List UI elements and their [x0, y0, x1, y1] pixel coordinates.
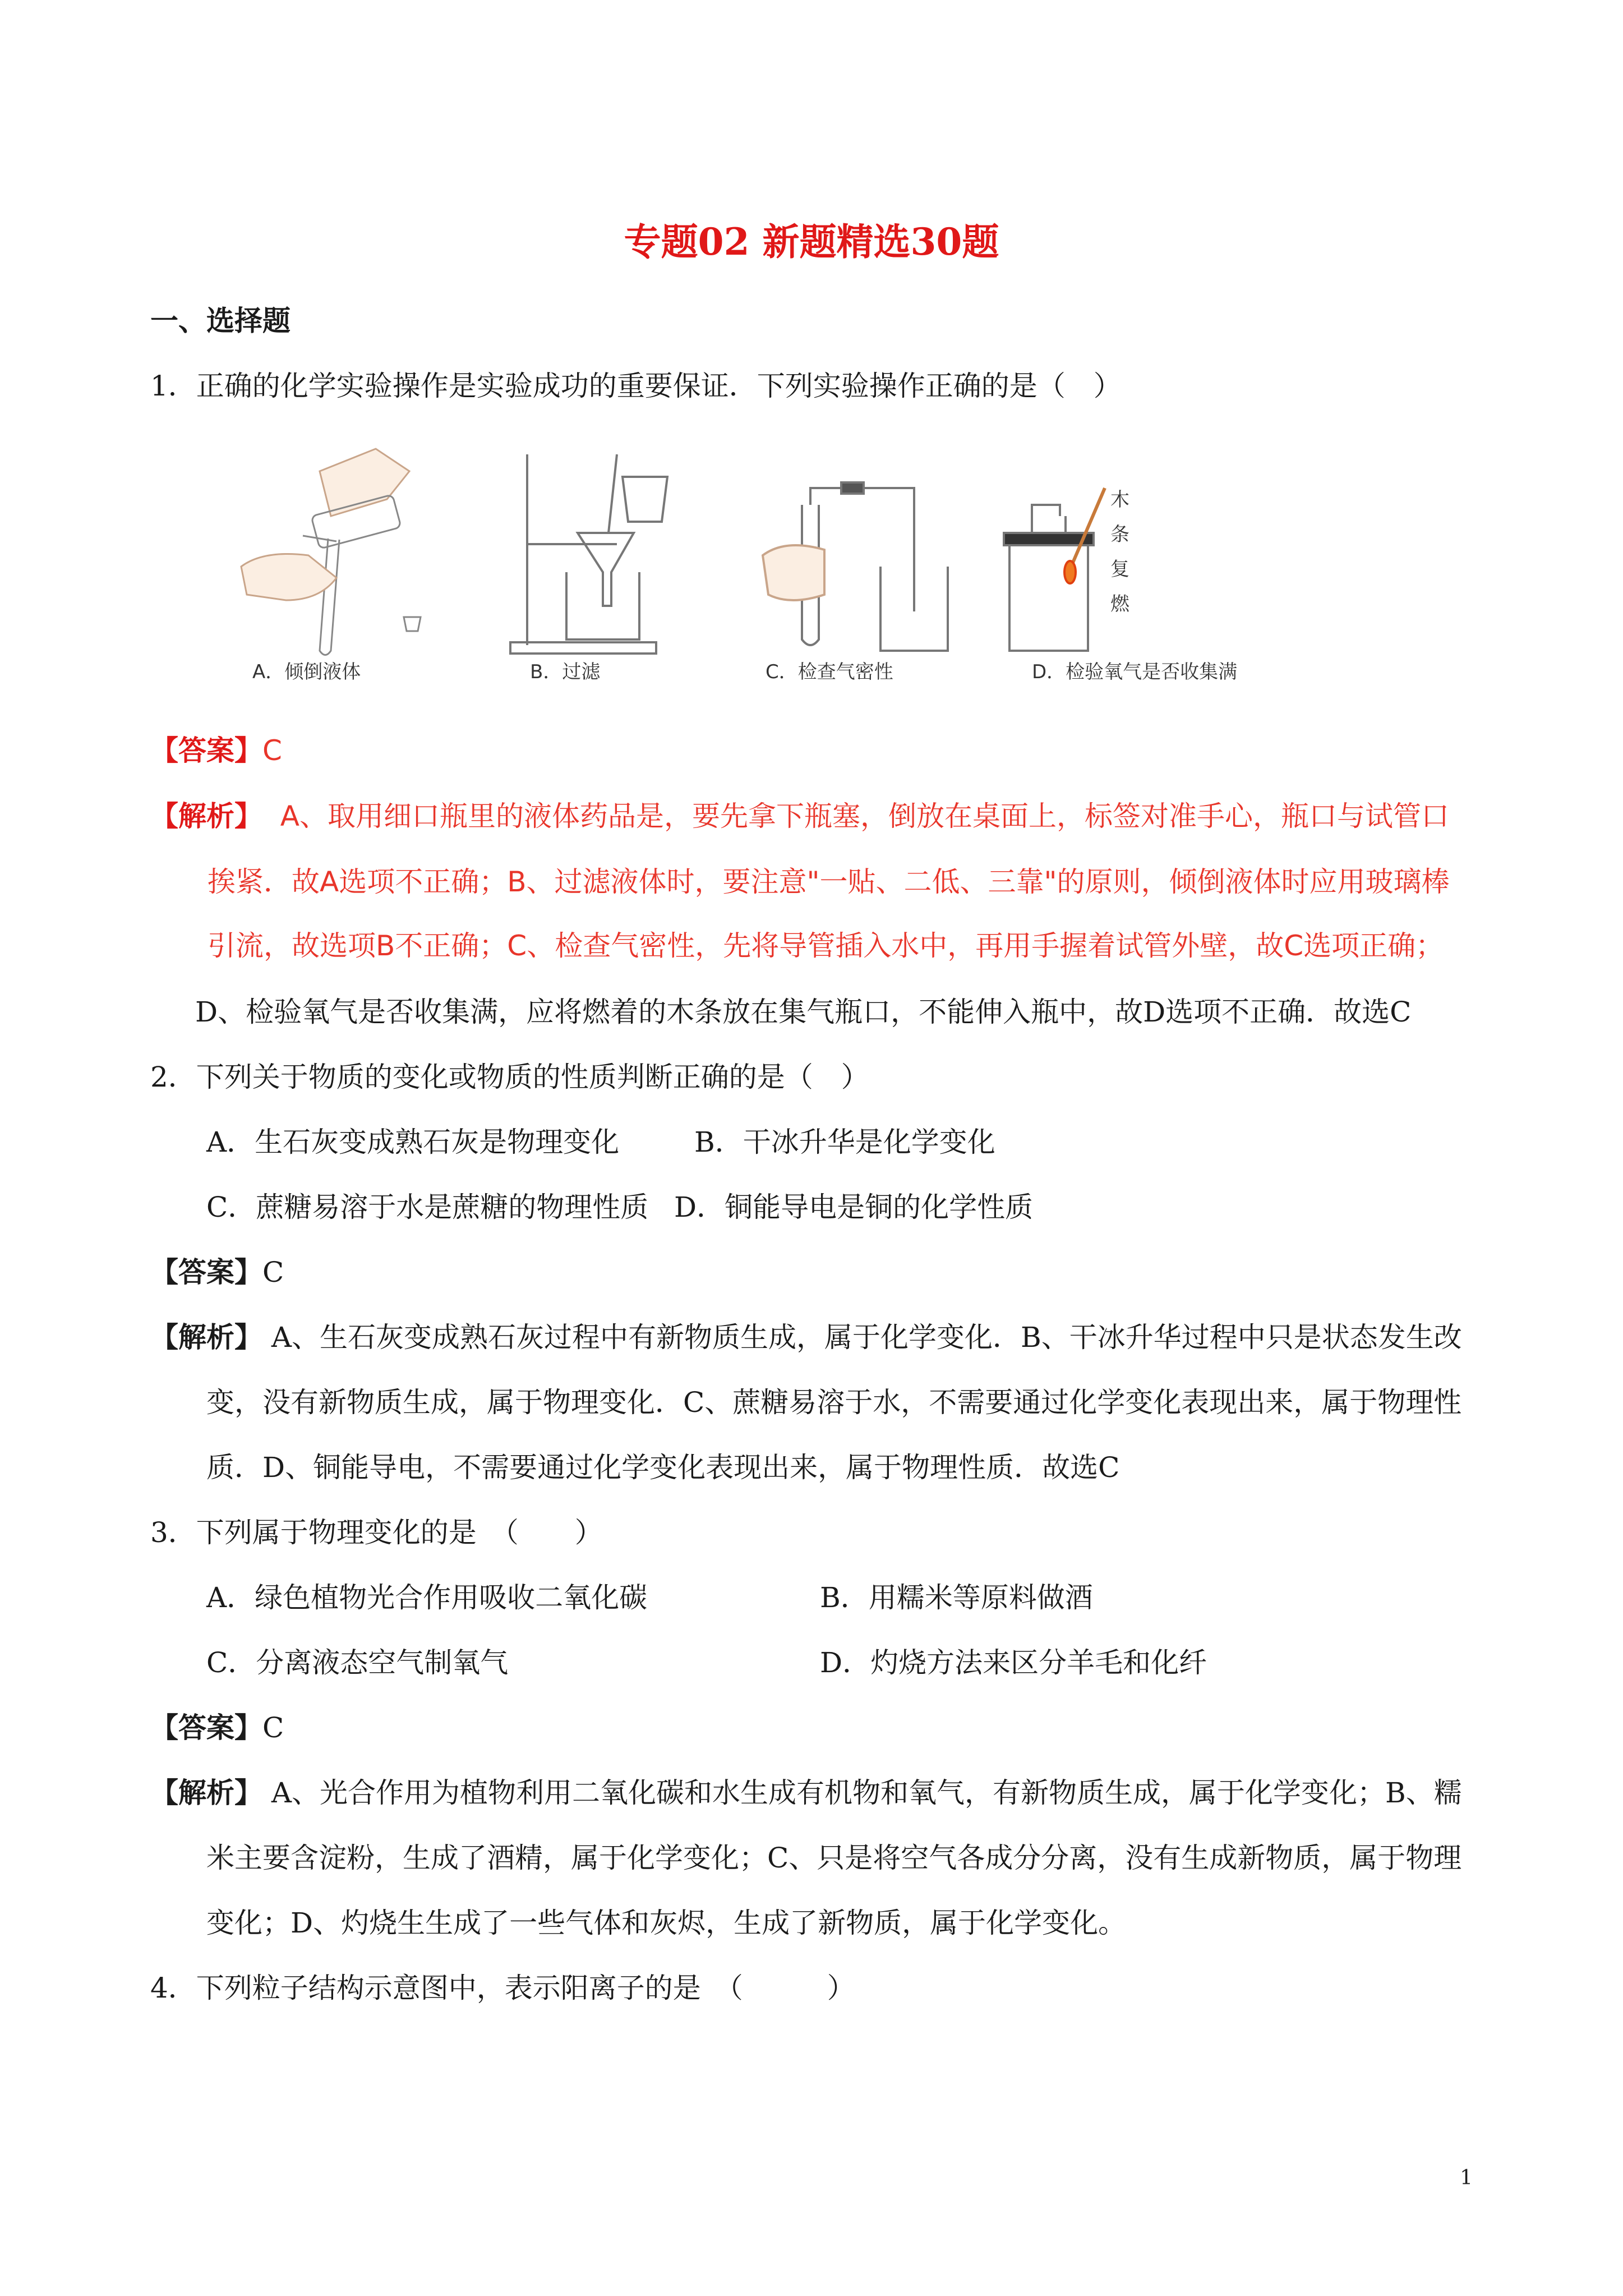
q2-option-c: C．蔗糖易溶于水是蔗糖的物理性质: [206, 1191, 649, 1223]
page-title: 专题02 新题精选30题: [624, 220, 999, 264]
analysis-text: A、光合作用为植物利用二氧化碳和水生成有机物和氧气，有新物质生成，属于化学变化；B、糯: [271, 1777, 1462, 1809]
q3-analysis-line-3: 变化；D、灼烧生生成了一些气体和灰烬，生成了新物质，属于化学变化。: [206, 1907, 1127, 1939]
q3-option-c: C．分离液态空气制氧气: [206, 1646, 509, 1679]
q1-analysis-line-2: 挨紧．故A选项不正确；B、过滤液体时，要注意"一贴、二低、三靠"的原则，倾倒液体时应用玻璃棒: [208, 866, 1450, 898]
answer-tag: 【答案】: [150, 1711, 262, 1744]
figure-label-char: 木: [1110, 489, 1129, 511]
q2-answer: [150, 1250, 284, 1290]
figure-label-char: 复: [1110, 558, 1129, 581]
section-heading: 一、选择题: [150, 304, 291, 337]
q2-analysis-line-3: 质．D、铜能导电，不需要通过化学变化表现出来，属于物理性质．故选C: [206, 1451, 1120, 1484]
q2-option-b: B．干冰升华是化学变化: [694, 1126, 995, 1158]
analysis-text: A、取用细口瓶里的液体药品是，要先拿下瓶塞，倒放在桌面上，标签对准手心，瓶口与试管口: [280, 800, 1449, 832]
q3-analysis-line-2: 米主要含淀粉，生成了酒精，属于化学变化；C、只是将空气各成分分离，没有生成新物质，属于物理: [206, 1842, 1462, 1874]
q2-option-a: A．生石灰变成熟石灰是物理变化: [206, 1126, 620, 1158]
analysis-text: A、生石灰变成熟石灰过程中有新物质生成，属于化学变化．B、干冰升华过程中只是状态发生改: [271, 1321, 1462, 1354]
answer-tag: 【答案】: [150, 1255, 262, 1289]
figure-label-wood-stick: [1110, 482, 1144, 622]
figure-filtration: [505, 438, 684, 662]
answer-value: C: [262, 1256, 284, 1289]
q1-answer: [150, 728, 282, 769]
question-3-stem: 3．下列属于物理变化的是 （ ）: [150, 1516, 603, 1549]
question-1-stem: 1．正确的化学实验操作是实验成功的重要保证．下列实验操作正确的是（ ）: [150, 370, 1122, 402]
figure-pouring-liquid: [219, 438, 465, 662]
caption-a: A．倾倒液体: [252, 661, 361, 683]
q2-option-d: D．铜能导电是铜的化学性质: [674, 1191, 1034, 1223]
caption-d: D．检验氧气是否收集满: [1032, 661, 1238, 683]
analysis-tag: 【解析】: [150, 1776, 262, 1809]
q3-analysis-line-1: [150, 1770, 1462, 1811]
question-4-stem: 4．下列粒子结构示意图中，表示阳离子的是 （ ）: [150, 1972, 855, 2004]
caption-c: C．检查气密性: [766, 661, 893, 683]
q1-analysis-line-1: [150, 794, 1449, 834]
page-number: 1: [1460, 2166, 1473, 2189]
caption-b: B．过滤: [530, 661, 601, 683]
answer-value: C: [262, 1711, 284, 1744]
figure-airtightness: [729, 471, 953, 662]
figure-label-char: 燃: [1110, 593, 1129, 615]
q3-option-d: D．灼烧方法来区分羊毛和化纤: [820, 1646, 1207, 1679]
q3-option-a: A．绿色植物光合作用吸收二氧化碳: [206, 1581, 648, 1614]
q2-analysis-line-2: 变，没有新物质生成，属于物理变化．C、蔗糖易溶于水，不需要通过化学变化表现出来，属于物理性: [206, 1386, 1462, 1419]
answer-value: C: [262, 734, 282, 767]
q1-analysis-line-4: D、检验氧气是否收集满，应将燃着的木条放在集气瓶口，不能伸入瓶中，故D选项不正确．故选C: [195, 996, 1412, 1028]
q1-analysis-line-3: 引流，故选项B不正确；C、检查气密性，先将导管插入水中，再用手握着试管外壁，故C选项正确；: [208, 930, 1444, 962]
figure-label-char: 条: [1110, 523, 1129, 546]
analysis-tag: 【解析】: [150, 799, 262, 832]
answer-tag: 【答案】: [150, 734, 262, 767]
q3-option-b: B．用糯米等原料做酒: [820, 1581, 1093, 1614]
analysis-tag: 【解析】: [150, 1320, 262, 1354]
question-2-stem: 2．下列关于物质的变化或物质的性质判断正确的是（ ）: [150, 1061, 869, 1093]
q2-analysis-line-1: [150, 1315, 1462, 1355]
figure-oxygen-test: [998, 482, 1110, 662]
q3-answer: [150, 1705, 284, 1746]
